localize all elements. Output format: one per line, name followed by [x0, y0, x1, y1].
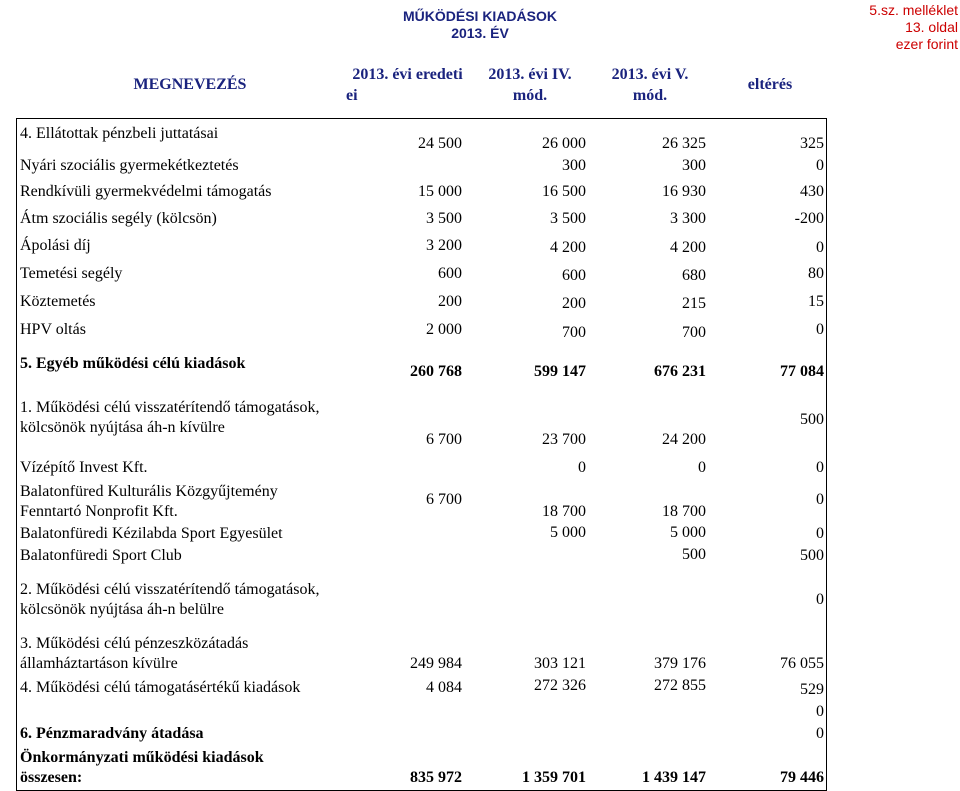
total-diff: 79 446	[780, 769, 824, 786]
row-label: Balatonfüredi Sport Club	[20, 547, 182, 564]
cell-mod5: 700	[682, 324, 706, 341]
cell-diff: 77 084	[780, 363, 824, 380]
row-label: HPV oltás	[20, 321, 86, 338]
page-number: 13. oldal	[905, 19, 958, 35]
cell-mod4: 23 700	[542, 431, 586, 448]
cell-original: 15 000	[418, 183, 462, 200]
cell-mod4: 303 121	[534, 655, 586, 672]
row-label: Balatonfüred Kulturális Közgyűjtemény Fenntartó Nonprofit Kft.	[20, 483, 278, 520]
document-title	[380, 8, 580, 42]
row-label: Köztemetés	[20, 293, 96, 310]
cell-diff: 80	[808, 265, 824, 282]
cell-diff: 0	[816, 703, 824, 720]
title-line-2: 2013. ÉV	[451, 25, 509, 41]
cell-mod5: 215	[682, 295, 706, 312]
row-label: Ápolási díj	[20, 237, 91, 254]
cell-diff: 325	[800, 135, 824, 152]
cell-original: 260 768	[410, 363, 462, 380]
row-label: Rendkívüli gyermekvédelmi támogatás	[20, 183, 272, 200]
cell-original: 4 084	[426, 679, 462, 696]
cell-original: 2 000	[426, 321, 462, 338]
cell-mod5: 24 200	[662, 431, 706, 448]
cell-mod4: 700	[562, 324, 586, 341]
cell-diff: -200	[794, 210, 824, 227]
row-label: 3. Működési célú pénzeszközátadás államháztartáson kívülre	[20, 635, 249, 672]
cell-original: 200	[438, 293, 462, 310]
section-label: 6. Pénzmaradvány átadása	[20, 725, 204, 742]
cell-diff: 0	[816, 321, 824, 338]
cell-mod4: 272 326	[534, 677, 586, 694]
cell-mod5: 26 325	[662, 135, 706, 152]
row-label: 4. Működési célú támogatásértékű kiadások	[20, 679, 301, 696]
section-label: 5. Egyéb működési célú kiadások	[20, 355, 246, 372]
column-header-diff: eltérés	[747, 76, 793, 93]
table-top-border	[16, 118, 826, 119]
row-label: 1. Működési célú visszatérítendő támogatások, kölcsönök nyújtása áh-n kívülre	[20, 399, 320, 436]
column-header-original: 2013. évi eredeti ei	[346, 66, 463, 104]
column-header-mod4: 2013. évi IV. mód.	[488, 66, 572, 104]
cell-mod4: 600	[562, 267, 586, 284]
cell-mod4: 599 147	[534, 363, 586, 380]
cell-diff: 430	[800, 183, 824, 200]
cell-diff: 0	[816, 525, 824, 542]
cell-mod4: 26 000	[542, 135, 586, 152]
cell-mod5: 0	[698, 459, 706, 476]
cell-mod4: 16 500	[542, 183, 586, 200]
cell-mod4: 0	[578, 459, 586, 476]
cell-mod5: 379 176	[654, 655, 706, 672]
cell-mod5: 16 930	[662, 183, 706, 200]
cell-mod5: 676 231	[654, 363, 706, 380]
cell-diff: 529	[800, 681, 824, 698]
cell-diff: 0	[816, 591, 824, 608]
cell-mod5: 18 700	[662, 503, 706, 520]
row-label: Nyári szociális gyermekétkeztetés	[20, 157, 239, 174]
cell-original: 24 500	[418, 135, 462, 152]
column-header-mod5: 2013. évi V. mód.	[611, 66, 689, 104]
cell-mod4: 300	[562, 157, 586, 174]
table-right-border	[826, 118, 827, 791]
row-label: Vízépítő Invest Kft.	[20, 459, 148, 476]
cell-mod5: 500	[682, 546, 706, 563]
cell-mod5: 272 855	[654, 677, 706, 694]
row-label: 4. Ellátottak pénzbeli juttatásai	[20, 125, 219, 142]
cell-mod5: 4 200	[670, 239, 706, 256]
cell-original: 6 700	[426, 491, 462, 508]
title-line-1: MŰKÖDÉSI KIADÁSOK	[402, 8, 557, 24]
unit-label: ezer forint	[895, 36, 958, 52]
cell-mod4: 4 200	[550, 239, 586, 256]
cell-diff: 0	[816, 239, 824, 256]
cell-original: 3 200	[426, 237, 462, 254]
cell-mod4: 5 000	[550, 524, 586, 541]
row-label: Temetési segély	[20, 265, 123, 282]
total-original: 835 972	[410, 769, 462, 786]
cell-mod5: 3 300	[670, 210, 706, 227]
table-left-border	[16, 118, 17, 791]
cell-original: 600	[438, 265, 462, 282]
cell-diff: 15	[808, 293, 824, 310]
row-label: 2. Működési célú visszatérítendő támogatások, kölcsönök nyújtása áh-n belülre	[20, 581, 320, 618]
cell-diff: 0	[816, 157, 824, 174]
cell-mod4: 3 500	[550, 210, 586, 227]
cell-mod5: 680	[682, 267, 706, 284]
cell-diff: 500	[800, 547, 824, 564]
cell-diff: 76 055	[780, 655, 824, 672]
annex-info	[869, 2, 958, 53]
cell-diff: 500	[800, 411, 824, 428]
total-mod4: 1 359 701	[522, 769, 586, 786]
annex-number: 5.sz. melléklet	[869, 2, 958, 18]
cell-mod4: 18 700	[542, 503, 586, 520]
total-label: Önkormányzati működési kiadások összesen:	[20, 749, 264, 786]
cell-diff: 0	[816, 459, 824, 476]
column-header-name: MEGNEVEZÉS	[133, 76, 247, 93]
cell-mod5: 5 000	[670, 524, 706, 541]
cell-diff: 0	[816, 491, 824, 508]
cell-mod4: 200	[562, 295, 586, 312]
cell-mod5: 300	[682, 157, 706, 174]
row-label: Átm szociális segély (kölcsön)	[20, 210, 217, 227]
row-label: Balatonfüredi Kézilabda Sport Egyesület	[20, 525, 283, 542]
total-mod5: 1 439 147	[642, 769, 706, 786]
cell-original: 6 700	[426, 431, 462, 448]
cell-original: 3 500	[426, 210, 462, 227]
cell-diff: 0	[816, 725, 824, 742]
cell-original: 249 984	[410, 655, 462, 672]
